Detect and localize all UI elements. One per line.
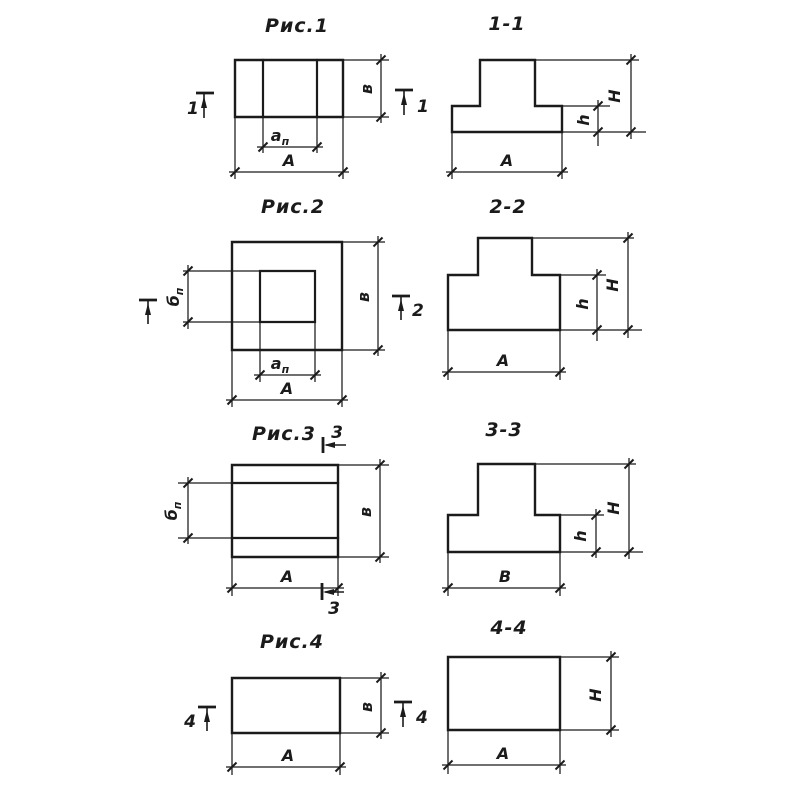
dim-label-H: Н [604,501,623,515]
section-cut-mark-left [187,93,214,119]
figure-1-plan [187,15,429,179]
dim-label-a: А [280,379,294,398]
section-3-title: 3-3 [485,419,523,441]
plan-inner-lines [263,60,317,117]
cut-arrow-icon [323,589,334,595]
dimension-width [442,730,566,774]
cut-arrow-icon [401,93,407,105]
dimension-inner-height [164,265,260,329]
plan-outline [235,60,343,117]
dim-label-bp: $б_п$ [162,501,184,521]
dimension-inner-width [254,322,321,382]
cut-number: 3 [331,423,343,443]
dimension-inner-width [257,117,323,153]
section-3-3 [442,419,643,596]
dimension-width [446,132,568,179]
cut-arrow-icon [204,710,210,722]
section-cut-mark-left [139,300,157,324]
dimension-height [342,236,385,356]
section-cut-mark-right [394,702,428,728]
dimension-total-height [532,232,642,338]
dimension-height [340,672,389,739]
dim-label-H: Н [603,278,622,292]
dimension-slab-height [560,509,604,558]
dim-label-a: А [500,151,514,170]
cut-number: 3 [328,599,340,619]
cut-number: 4 [416,708,428,728]
section-2-2 [442,196,642,380]
dim-label-ap: $а_п$ [270,354,290,376]
figure-4-plan [183,631,428,775]
dim-label-a: А [281,746,295,765]
dim-label-h: h [573,298,592,310]
section-2-title: 2-2 [489,196,527,218]
dim-label-b: В [498,567,512,586]
dimension-width [226,557,344,596]
figure-2-plan [139,196,424,407]
section-outline [448,657,560,730]
plan-inner-lines [232,483,338,538]
dim-label-ap: $а_п$ [270,126,290,148]
figure-3-plan [162,423,389,619]
section-cut-mark-right [392,296,424,321]
dimension-slab-height [562,100,610,146]
dim-label-H: Н [605,89,624,103]
dimension-width [442,552,566,596]
dim-label-b: в [357,83,376,95]
dimension-total-height [560,651,619,737]
plan-inner-opening [260,271,315,322]
dim-label-H: Н [586,688,605,702]
dim-label-bp: $б_п$ [164,287,186,307]
dim-label-b: в [357,701,376,713]
dimension-height [338,459,389,563]
dim-label-b: в [354,291,373,303]
figure-3-title: Рис.3 [252,423,316,445]
figure-1-title: Рис.1 [265,15,329,37]
dim-label-b: в [356,506,375,518]
dim-label-h: h [574,114,593,126]
dim-label-a: А [496,351,510,370]
dim-label-a: А [496,744,510,763]
dimension-width [226,350,348,407]
plan-outline [232,242,342,350]
section-outline [448,464,560,552]
dimension-total-height [535,458,643,559]
cut-arrow-icon [201,96,207,108]
dimension-width [226,733,346,775]
section-outline [452,60,562,132]
section-1-1 [446,13,646,179]
figure-2-title: Рис.2 [261,196,325,218]
dimension-inner-height [162,477,232,544]
section-1-title: 1-1 [488,13,526,35]
dimension-height [343,54,389,123]
plan-outline [232,465,338,557]
cut-number: 1 [417,97,429,117]
cut-arrow-icon [398,299,404,311]
section-cut-mark-top [323,423,346,453]
cut-number: 1 [187,99,199,119]
dimension-width [229,117,349,179]
section-4-title: 4-4 [490,617,528,639]
section-cut-mark-left [183,707,216,732]
section-4-4 [442,617,619,774]
dimension-width [442,330,566,380]
section-outline [448,238,560,330]
dim-label-a: А [282,151,296,170]
cut-number: 4 [184,712,196,732]
dim-label-a: А [280,567,294,586]
dim-label-h: h [571,530,590,542]
section-cut-mark-right [395,90,429,117]
cut-arrow-icon [400,705,406,717]
cut-number: 2 [412,301,424,321]
cut-arrow-icon [145,303,151,315]
plan-outline [232,678,340,733]
figure-4-title: Рис.4 [260,631,324,653]
